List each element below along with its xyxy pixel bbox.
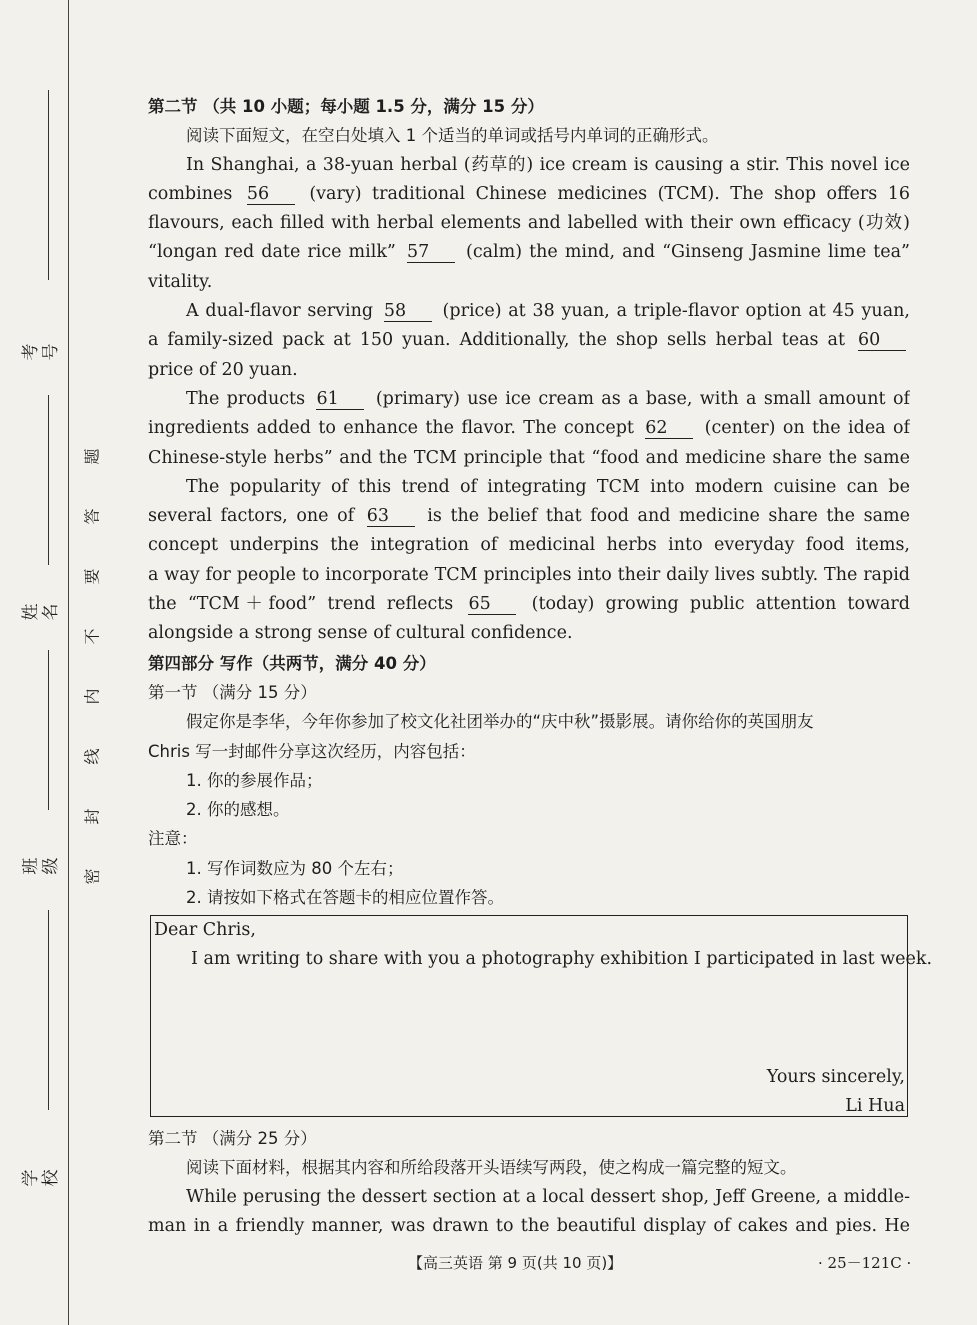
binding-margin (0, 0, 102, 1325)
passage-line: vitality. (148, 271, 213, 292)
seal-char-2: 答 (82, 508, 102, 525)
seal-char-1: 题 (82, 448, 102, 465)
passage-line: alongside a strong sense of cultural confidence. (148, 623, 573, 644)
exam-number-rule (48, 90, 49, 280)
letter-closing: Yours sincerely, (766, 1067, 905, 1087)
passage-line: A dual-flavor serving 58 (price) at 38 yuan, a triple-flavor option at 45 yuan, (148, 297, 910, 326)
school-label: 学校 (21, 1169, 61, 1187)
passage-line: concept underpins the integration of medicinal herbs into everyday food items, (148, 531, 910, 560)
passage-line: man in a friendly manner, was drawn to the beautiful display of cakes and pies. He (148, 1215, 910, 1236)
note-label: 注意： (148, 829, 198, 849)
school-rule (48, 910, 49, 1110)
passage-line: a family-sized pack at 150 yuan. Additionally, the shop sells herbal teas at 60 (148, 326, 910, 355)
blank-65: 65 (468, 594, 516, 615)
writing-prompt-line: Chris 写一封邮件分享这次经历，内容包括： (148, 741, 476, 761)
blank-63: 63 (367, 506, 415, 527)
passage-line: a way for people to incorporate TCM principles into their daily lives subtly. The rapid (148, 564, 910, 585)
seal-char-7: 封 (82, 808, 102, 825)
continuation-instruction: 阅读下面材料，根据其内容和所给段落开头语续写两段，使之构成一篇完整的短文。 (186, 1158, 797, 1178)
passage-line: the “TCM＋food” trend reflects 65 (today) growing public attention toward (148, 594, 910, 615)
page-content (148, 92, 910, 912)
blank-58: 58 (384, 301, 432, 322)
passage-line: The products 61 (primary) use ice cream as a base, with a small amount of (186, 388, 910, 409)
class-rule-top (48, 650, 49, 810)
part4-section1-heading: 第一节 （满分 15 分） (148, 682, 317, 702)
passage-line: Chinese-style herbs” and the TCM principle that “food and medicine share the same (148, 447, 910, 468)
class-label: 班级 (21, 857, 61, 875)
letter-body: I am writing to share with you a photography exhibition I participated in last week. (191, 949, 933, 969)
blank-61: 61 (316, 389, 364, 410)
writing-prompt-line: 假定你是李华，今年你参加了校文化社团举办的“庆中秋”摄影展。请你给你的英国朋友 (186, 712, 814, 732)
passage-line: several factors, one of 63 is the belief that food and medicine share the same (148, 506, 910, 527)
section2-heading: 第二节 （共 10 小题；每小题 1.5 分，满分 15 分） (148, 97, 544, 116)
passage-line: price of 20 yuan. (148, 359, 298, 380)
blank-57: 57 (407, 242, 455, 263)
seal-char-3: 要 (82, 568, 102, 585)
letter-template-box (150, 915, 933, 1117)
part4-heading: 第四部分 写作（共两节，满分 40 分） (148, 653, 436, 673)
name-rule (48, 395, 49, 565)
blank-60: 60 (858, 330, 906, 351)
page-footer: 【高三英语 第 9 页(共 10 页)】 (408, 1254, 623, 1272)
blank-56: 56 (247, 184, 295, 205)
passage-line: While perusing the dessert section at a local dessert shop, Jeff Greene, a middle- (186, 1186, 910, 1207)
paper-code: · 25－121C · (818, 1254, 912, 1272)
part4-section2-heading: 第二节 （满分 25 分） (148, 1129, 317, 1148)
seal-char-8: 密 (82, 868, 102, 885)
passage-line: ingredients added to enhance the flavor. The concept 62 (center) on the idea of (148, 418, 910, 439)
note-item: 2. 请按如下格式在答题卡的相应位置作答。 (186, 888, 504, 908)
exam-number-label: 考号 (21, 343, 61, 361)
letter-signature: Li Hua (845, 1096, 905, 1116)
part4-section2 (148, 1124, 910, 1241)
passage-line: “longan red date rice milk” 57 (calm) the mind, and “Ginseng Jasmine lime tea” (148, 242, 910, 263)
seal-char-6: 线 (82, 748, 102, 765)
name-label: 姓名 (21, 603, 61, 621)
seal-char-5: 内 (82, 688, 102, 705)
passage-line: flavours, each filled with herbal elements and labelled with their own efficacy (功效) (148, 213, 910, 234)
section2-instruction: 阅读下面短文，在空白处填入 1 个适当的单词或括号内单词的正确形式。 (186, 126, 719, 146)
letter-greeting: Dear Chris, (154, 920, 256, 940)
passage-line: combines 56 (vary) traditional Chinese medicines (TCM). The shop offers 16 (148, 183, 910, 204)
writing-point: 2. 你的感想。 (186, 800, 290, 820)
passage-line: In Shanghai, a 38-yuan herbal (药草的) ice cream is causing a stir. This novel ice (186, 154, 910, 175)
writing-point: 1. 你的参展作品； (186, 770, 323, 790)
passage-line: The popularity of this trend of integrating TCM into modern cuisine can be (186, 476, 910, 497)
fold-line (68, 0, 69, 1325)
note-item: 1. 写作词数应为 80 个左右； (186, 858, 404, 878)
seal-char-4: 不 (82, 628, 102, 645)
blank-62: 62 (645, 418, 693, 439)
